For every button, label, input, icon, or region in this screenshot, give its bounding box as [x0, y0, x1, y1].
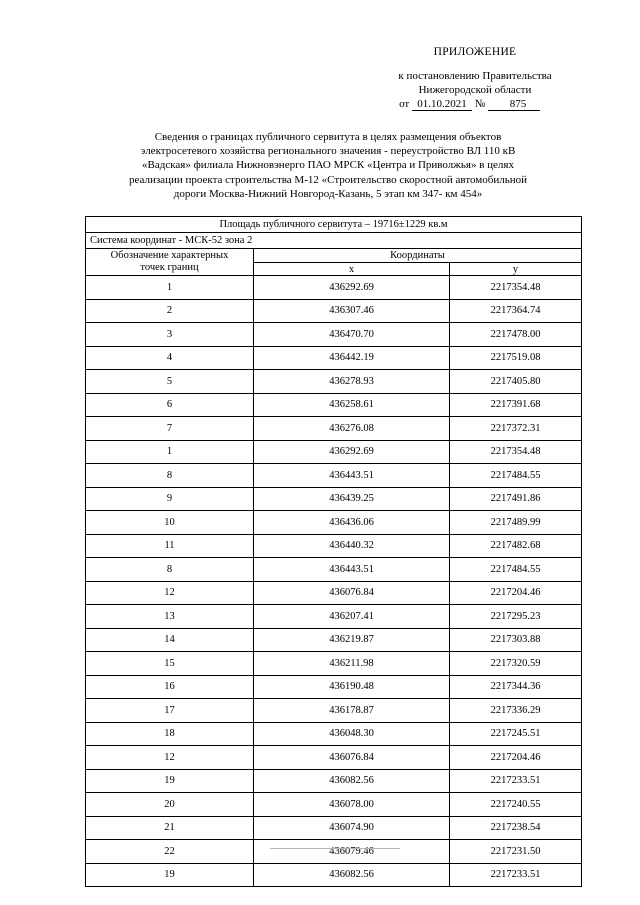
table-row	[86, 628, 582, 652]
x-value-cell: 436276.08	[254, 417, 450, 441]
table-row	[86, 558, 582, 582]
table-row	[86, 299, 582, 323]
x-value-cell: 436082.56	[254, 863, 450, 887]
table-row	[86, 863, 582, 887]
y-value-cell: 2217240.55	[450, 793, 582, 817]
y-value-cell: 2217478.00	[450, 323, 582, 347]
y-value-cell: 2217303.88	[450, 628, 582, 652]
y-value-cell: 2217238.54	[450, 816, 582, 840]
point-number-cell: 2	[86, 299, 254, 323]
y-value-cell: 2217405.80	[450, 370, 582, 394]
x-value-cell: 436440.32	[254, 534, 450, 558]
x-value-cell: 436278.93	[254, 370, 450, 394]
y-value-cell: 2217245.51	[450, 722, 582, 746]
y-value-cell: 2217231.50	[450, 840, 582, 864]
coordinate-system-cell: Система координат - МСК-52 зона 2	[86, 233, 582, 249]
table-row	[86, 769, 582, 793]
point-number-cell: 18	[86, 722, 254, 746]
table-row	[86, 276, 582, 300]
y-value-cell: 2217354.48	[450, 440, 582, 464]
table-row	[86, 464, 582, 488]
x-value-cell: 436207.41	[254, 605, 450, 629]
x-value-cell: 436292.69	[254, 440, 450, 464]
table-row	[86, 840, 582, 864]
point-mark-header-line: точек границ	[140, 262, 199, 273]
y-value-cell: 2217233.51	[450, 863, 582, 887]
table-row	[86, 417, 582, 441]
title-line: «Вадская» филиала Нижновэнерго ПАО МРСК «Центра и Приволжья» в целях	[142, 159, 514, 172]
x-value-cell: 436436.06	[254, 511, 450, 535]
table-row	[86, 346, 582, 370]
title-line: электросетевого хозяйства регионального значения - переустройство ВЛ 110 кВ	[140, 145, 516, 158]
x-value-cell: 436219.87	[254, 628, 450, 652]
y-value-cell: 2217295.23	[450, 605, 582, 629]
y-value-cell: 2217491.86	[450, 487, 582, 511]
table-row	[86, 675, 582, 699]
point-number-cell: 12	[86, 746, 254, 770]
y-value-cell: 2217489.99	[450, 511, 582, 535]
table-row	[86, 722, 582, 746]
point-mark-header-line: Обозначение характерных	[110, 250, 229, 261]
y-value-cell: 2217364.74	[450, 299, 582, 323]
point-number-cell: 12	[86, 581, 254, 605]
point-number-cell: 19	[86, 769, 254, 793]
appendix-header	[370, 45, 580, 111]
coordinates-header: Координаты	[254, 249, 582, 263]
x-value-cell: 436258.61	[254, 393, 450, 417]
x-value-cell: 436082.56	[254, 769, 450, 793]
point-number-cell: 1	[86, 440, 254, 464]
point-mark-header	[86, 249, 254, 276]
region-line: Нижегородской области	[418, 84, 532, 96]
x-value-cell: 436442.19	[254, 346, 450, 370]
point-number-cell: 15	[86, 652, 254, 676]
table-row	[86, 746, 582, 770]
table-row	[86, 699, 582, 723]
point-number-cell: 8	[86, 558, 254, 582]
table-row	[86, 534, 582, 558]
point-number-cell: 20	[86, 793, 254, 817]
x-value-cell: 436211.98	[254, 652, 450, 676]
decree-date: 01.10.2021	[412, 99, 472, 111]
point-number-cell: 1	[86, 276, 254, 300]
y-value-cell: 2217484.55	[450, 558, 582, 582]
table-row	[86, 605, 582, 629]
footer-divider	[270, 848, 400, 849]
table-row	[86, 440, 582, 464]
date-number-line	[370, 97, 580, 111]
point-number-cell: 8	[86, 464, 254, 488]
title-line: Сведения о границах публичного сервитута в целях размещения объектов	[154, 131, 502, 143]
x-value-cell: 436048.30	[254, 722, 450, 746]
table-row	[86, 393, 582, 417]
y-value-cell: 2217391.68	[450, 393, 582, 417]
y-value-cell: 2217484.55	[450, 464, 582, 488]
y-value-cell: 2217233.51	[450, 769, 582, 793]
y-value-cell: 2217354.48	[450, 276, 582, 300]
x-value-cell: 436190.48	[254, 675, 450, 699]
point-number-cell: 3	[86, 323, 254, 347]
x-value-cell: 436443.51	[254, 558, 450, 582]
x-value-cell: 436307.46	[254, 299, 450, 323]
x-value-cell: 436079.46	[254, 840, 450, 864]
point-number-cell: 22	[86, 840, 254, 864]
decree-number: 875	[488, 99, 540, 111]
table-row	[86, 816, 582, 840]
y-value-cell: 2217519.08	[450, 346, 582, 370]
x-value-cell: 436078.00	[254, 793, 450, 817]
x-value-cell: 436292.69	[254, 276, 450, 300]
point-number-cell: 5	[86, 370, 254, 394]
table-row	[86, 323, 582, 347]
table-row	[86, 487, 582, 511]
document-title	[78, 130, 578, 201]
y-value-cell: 2217204.46	[450, 746, 582, 770]
x-value-cell: 436439.25	[254, 487, 450, 511]
point-number-cell: 19	[86, 863, 254, 887]
point-number-cell: 17	[86, 699, 254, 723]
x-value-cell: 436074.90	[254, 816, 450, 840]
point-number-cell: 14	[86, 628, 254, 652]
x-value-cell: 436443.51	[254, 464, 450, 488]
y-value-cell: 2217344.36	[450, 675, 582, 699]
table-row	[86, 652, 582, 676]
coordinates-table	[85, 216, 582, 887]
point-number-cell: 21	[86, 816, 254, 840]
point-number-cell: 6	[86, 393, 254, 417]
point-number-cell: 9	[86, 487, 254, 511]
x-value-cell: 436076.84	[254, 746, 450, 770]
x-value-cell: 436470.70	[254, 323, 450, 347]
y-column-header: y	[450, 263, 582, 276]
area-cell: Площадь публичного сервитута – 19716±1229 кв.м	[86, 217, 582, 233]
point-number-cell: 13	[86, 605, 254, 629]
table-row	[86, 581, 582, 605]
y-value-cell: 2217320.59	[450, 652, 582, 676]
number-prefix: №	[474, 98, 486, 110]
point-number-cell: 10	[86, 511, 254, 535]
decree-line: к постановлению Правительства	[398, 70, 552, 82]
y-value-cell: 2217372.31	[450, 417, 582, 441]
table-row	[86, 370, 582, 394]
x-value-cell: 436076.84	[254, 581, 450, 605]
title-line: дороги Москва-Нижний Новгород-Казань, 5 этап км 347- км 454»	[173, 187, 483, 200]
y-value-cell: 2217336.29	[450, 699, 582, 723]
appendix-title: ПРИЛОЖЕНИЕ	[433, 46, 517, 58]
y-value-cell: 2217204.46	[450, 581, 582, 605]
point-number-cell: 16	[86, 675, 254, 699]
table-row	[86, 511, 582, 535]
y-value-cell: 2217482.68	[450, 534, 582, 558]
point-number-cell: 7	[86, 417, 254, 441]
x-column-header: x	[254, 263, 450, 276]
title-line: реализации проекта строительства М-12 «Строительство скоростной автомобильной	[128, 173, 528, 186]
table-row	[86, 793, 582, 817]
date-prefix: от	[399, 98, 410, 110]
x-value-cell: 436178.87	[254, 699, 450, 723]
point-number-cell: 4	[86, 346, 254, 370]
point-number-cell: 11	[86, 534, 254, 558]
